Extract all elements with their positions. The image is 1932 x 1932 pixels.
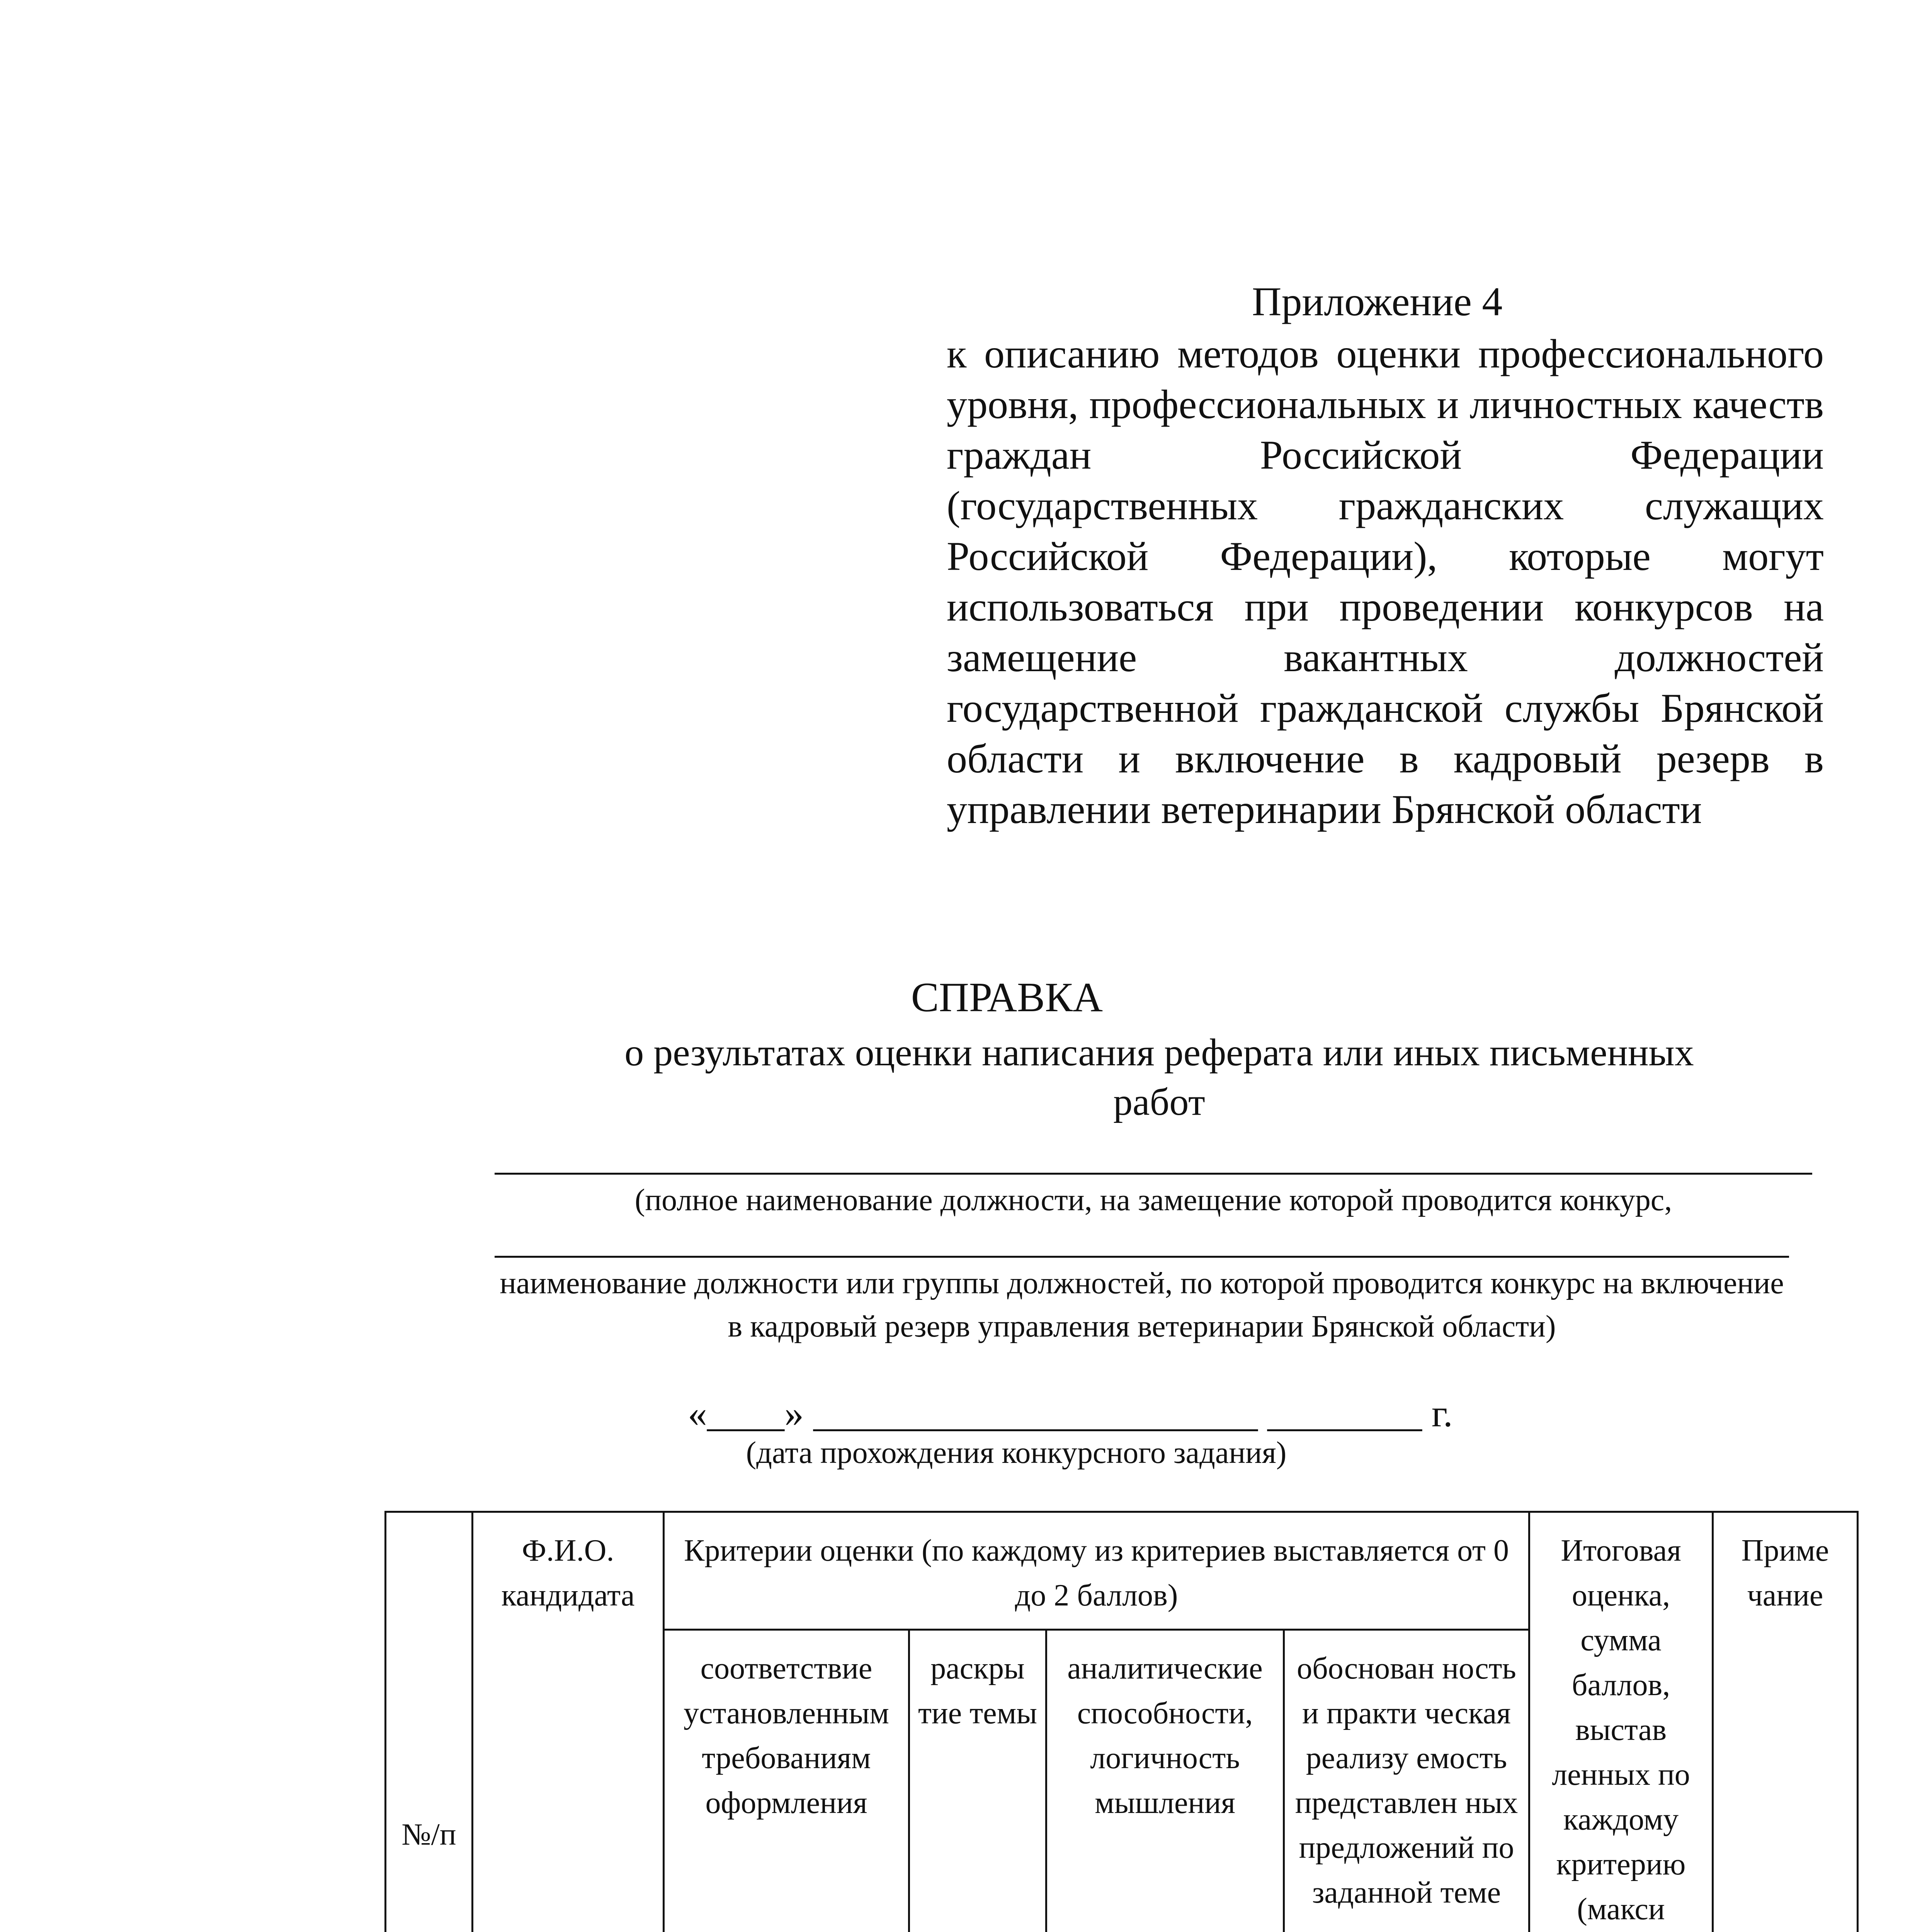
criterion-analytics: аналитические способности, логичность мышления [1046,1630,1284,1932]
annex-description: к описанию методов оценки профессионального уровня, профессиональных и личностных качеств граждан Российской Федерации (государственных гражданских служащих Российской Федерации), которые могут использоваться при проведении конкурсов на замещение вакантных должностей государственной гражданской службы Брянской области и включение в кадровый резерв в управлении ветеринарии Брянской области [947,331,1824,832]
criterion-formatting: соответствие установленным требованиям оформления [664,1630,909,1932]
position-fill-line [495,1173,1812,1175]
header-note: Приме чание [1713,1512,1858,1932]
date-hint: (дата прохождения конкурсного задания) [746,1436,1287,1470]
header-fio: Ф.И.О. кандидата [473,1512,664,1932]
date-line: «____» _______________________ ________ г. [688,1392,1453,1435]
annex-title: Приложение 4 [1252,279,1503,324]
criterion-feasibility: обоснован ность и практи ческая реализу емость представлен ных предложений по заданной теме [1284,1630,1529,1932]
document-title: СПРАВКА [911,975,1103,1020]
group-hint: наименование должности или группы должностей, по которой проводится конкурс на включение в кадровый резерв управления ветеринарии Брянской области) [500,1266,1784,1344]
criterion-topic: раскры тие темы [909,1630,1046,1932]
results-table [384,1511,1859,1932]
header-total: Итоговая оценка, сумма баллов, выстав ленных по каждому критерию (макси [1529,1512,1713,1932]
position-hint: (полное наименование должности, на замещение которой проводится конкурс, [634,1183,1672,1217]
header-number: №/п [386,1512,473,1932]
header-criteria: Критерии оценки (по каждому из критериев выставляется от 0 до 2 баллов) [664,1512,1529,1630]
group-fill-line [495,1256,1789,1258]
document-subtitle: о результатах оценки написания реферата или иных письменных работ [624,1031,1694,1123]
